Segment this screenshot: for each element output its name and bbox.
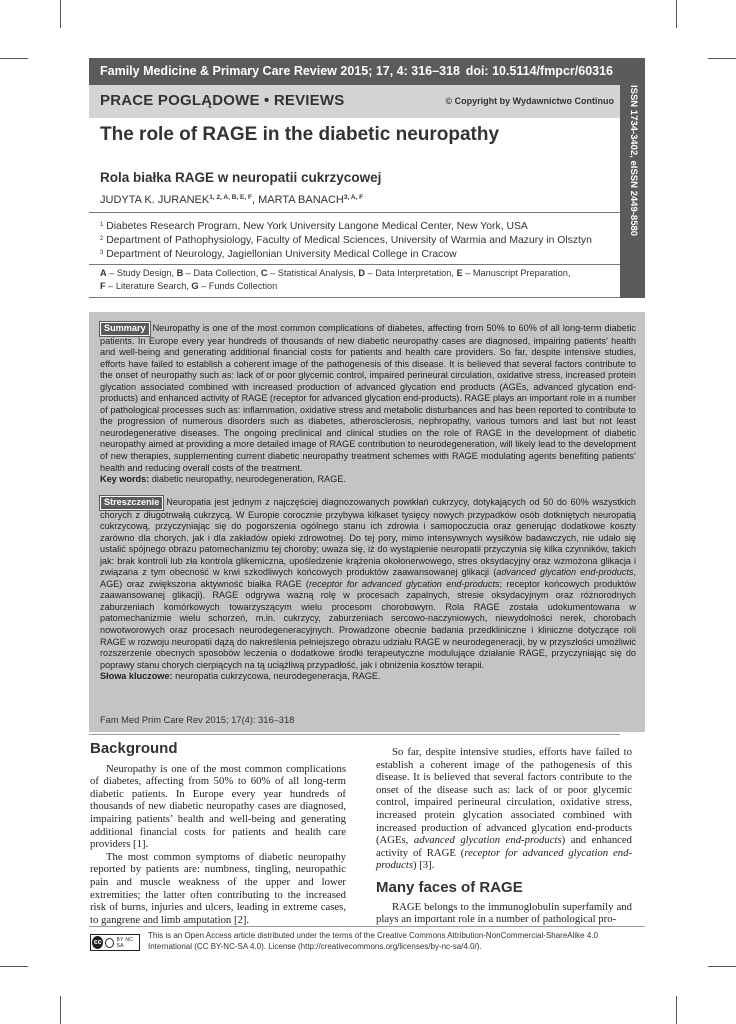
paragraph-text: ) and enhanced activity of RAGE ( — [376, 834, 632, 859]
affiliation-text: Department of Neurology, Jagiellonian University Medical College in Cracow — [106, 249, 457, 260]
crop-mark — [708, 966, 736, 967]
issn-text: ISSN 1734-3402, eISSN 2449-8580 — [627, 85, 639, 237]
author-affiliation-marks: 3, A, F — [343, 194, 364, 201]
cc-icon: cc — [92, 936, 103, 949]
streszczenie-text: , AGE) oraz zwiększona aktywność białka RAGE ( — [100, 567, 636, 589]
crop-mark — [0, 58, 28, 59]
crop-mark — [60, 996, 61, 1024]
contribution-text: – Manuscript Preparation, — [462, 268, 571, 278]
right-column — [376, 746, 632, 926]
author-list: JUDYTA K. $JURANEK^{1, 2, A, B, E, F}$, MARTA $BANACH^{3, A, F}$ — [100, 194, 364, 206]
footer-divider — [89, 926, 645, 927]
affiliation — [100, 221, 528, 232]
keywords-text: diabetic neuropathy, neurodegeneration, RAGE. — [151, 474, 346, 485]
streszczenie-italic: advanced glycation end-products — [496, 567, 634, 578]
contribution-text: – Data Collection, — [183, 268, 261, 278]
doi-link[interactable]: doi: 10.5114/fmpcr/60316 — [465, 64, 613, 78]
journal-header-bar — [89, 58, 645, 85]
affiliation-number: 2 — [100, 236, 104, 242]
contribution-letter: C — [260, 268, 268, 278]
copyright-notice: © Copyright by Wydawnictwo Continuo — [445, 96, 614, 106]
affiliation-number: 1 — [100, 222, 104, 228]
divider — [89, 734, 620, 735]
contribution-letter: D — [358, 268, 366, 278]
contribution-letter: B — [176, 268, 184, 278]
paragraph-text: ) [3]. — [413, 859, 435, 872]
author-affiliation-marks: 1, 2, A, B, E, F — [209, 194, 252, 201]
crop-mark — [60, 0, 61, 28]
article-title: The role of RAGE in the diabetic neuropathy — [100, 124, 500, 145]
attribution-icon — [105, 938, 114, 948]
contribution-text: – Literature Search, — [105, 281, 192, 291]
summary-label: Summary — [100, 322, 150, 336]
paragraph — [376, 746, 632, 872]
citation-line: Fam Med Prim Care Rev 2015; 17(4): 316–318 — [100, 715, 295, 725]
affiliation — [100, 249, 457, 260]
license-text: This is an Open Access article distributed under the terms of the Creative Commons Attribution-NonCommercial-ShareAlike 4.0 International (CC BY-NC-SA 4.0). License (http://creativecommons.org/licenses/by-nc-sa/4.0/). — [148, 931, 598, 951]
streszczenie-italic: receptor for advanced glycation end-products — [308, 578, 500, 589]
streszczenie-text: Neuropatia jest jednym z najczęściej diagnozowanych powikłań cukrzycy, dotykających od 50 do 60% wszystkich chorych z długotrwałą cukrzycą. W Europie corocznie przybywa kilkaset tysięcy nowych przypadków osób dotkniętych neuropatią cukrzycową, przyczyniając się do pogorszenia ogólnego stanu ich zdrowia i samopoczucia oraz generując dodatkowe koszty zarówno dla chorych. jak i dla zakładów opieki zdrowotnej. Do tej pory, mimo intensywnych wysiłków badawczych, nie udało się ustalić spójnego obrazu patomechanizmu tej choroby; uważa się, iż do wystąpienie neuropatii przyczynia się kilka czynników, takich jak: brak kontroli lub zła kontrola glikemiczna, upośledzenie krążenia okołonerwowego, stres oksydacyjny oraz wzmożona glikacja i związana z tym obecność w krwi szkodliwych końcowych produktów zaawansowanej glikacji ( — [100, 497, 636, 578]
paragraph-italic: advanced glycation end-products — [413, 834, 562, 847]
slowa-kluczowe-text: neuropatia cukrzycowa, neurodegeneracja, RAGE. — [175, 671, 381, 682]
affiliation-text: Department of Pathophysiology, Faculty of Medical Sciences, University of Warmia and Mazury in Olsztyn — [106, 235, 592, 246]
paragraph: RAGE belongs to the immunoglobulin superfamily and plays an important role in a number of pathological pro- — [376, 900, 632, 926]
crop-mark — [708, 58, 736, 59]
article-category: PRACE POGLĄDOWE • REVIEWS — [100, 92, 345, 109]
cc-badge-text: BY NC SA — [116, 936, 134, 949]
contribution-text: – Statistical Analysis, — [267, 268, 359, 278]
many-faces-heading: Many faces of RAGE — [376, 878, 523, 896]
contribution-text: – Study Design, — [106, 268, 177, 278]
author-name: MARTA BANACH — [258, 194, 344, 206]
journal-reference: Family Medicine & Primary Care Review 2015; 17, 4: 316–318 — [100, 64, 460, 78]
affiliation-text: Diabetes Research Program, New York University Langone Medical Center, New York, USA — [106, 221, 528, 232]
contribution-text: – Data Interpretation, — [365, 268, 457, 278]
paragraph: Neuropathy is one of the most common complications of diabetes, affecting from 50% to 60% of all long-term diabetic patients. In Europe every year hundreds of thousands of new diabetic neuropathy cases are diagnosed, impairing patients’ health and well-being and generating additional financial costs for patients and health care providers [1]. — [90, 762, 346, 851]
article-subtitle: Rola białka RAGE w neuropatii cukrzycowej — [100, 170, 382, 185]
contribution-letter: G — [191, 281, 199, 291]
streszczenie-label: Streszczenie — [100, 496, 163, 510]
issn-container — [620, 85, 645, 298]
background-heading: Background — [90, 740, 178, 757]
paragraph-italic: receptor for advanced glycation end-products — [376, 846, 633, 872]
divider — [89, 264, 620, 265]
summary-text: Neuropathy is one of the most common complications of diabetes, affecting from 50% to 60% of all long-term diabetic patients. In Europe every year hundreds of thousands of new diabetic neuropathy cases are diagnosed, impairing patients’ health and well-being and generating additional financial costs for patients and health care providers. So far, despite intensive studies, efforts have failed to establish a coherent image of the pathogenesis of this disease. It is believed that several factors contribute to the onset of neuropathy such as: lack of or poor glycemic control, impaired perineural circulation, oxidative stress, increased protein glycation associated combined with increased production of advanced glycation end products (AGEs, advanced glycation end-products) and enhanced activity of RAGE (receptor for advanced glycation end-products). RAGE plays an important role in a number of pathological processes such as: inflammation, oxidative stress and metabolic disturbances and has been reported to contribute to the progression of numerous disorders such as diabetes, atherosclerosis, nephropathy, various tumors and last but not least neurodegenerative diseases. The ongoing preclinical and clinical studies on the role of RAGE in the development of diabetic neuropathy aimed at providing a more detailed image of RAGE contribution to neurodegeneration, will likely lead to the development of new therapies, supplementing current diabetic neuropathy treatment schemes with RAGE modulating agents benefiting patients’ health and reducing overall costs of the treatment. — [100, 323, 636, 473]
cc-license-badge[interactable] — [90, 934, 140, 951]
abstract-english — [100, 322, 636, 486]
affiliation — [100, 235, 592, 246]
affiliation-number: 3 — [100, 250, 104, 256]
keywords-label: Key words: — [100, 474, 150, 485]
streszczenie-text: ; receptor końcowych produktów zaawansowanej glikacji). RAGE odgrywa ważną rolę w procesach zapalnych, stresie oksydacyjnym oraz różnorodnych zaburzeniach komórkowych towarzyszącym wielu procesom chorobowym. Rola RAGE została udokumentowana w patomechanizmie wielu schorzeń, m.in. cukrzycy, zaburzeniach sercowo-naczyniowych, niewydolności nerek, chorobach nowotworowych oraz procesach neurodegeneracyjnych. Prowadzone obecnie badania przedkliniczne i kliniczne dotyczące roli RAGE w rozwoju neuropatii dążą do nakreślenia pełniejszego obrazu udziału RAGE w neurodegeneracji, by w przyszłości umożliwić rozszerzenie obecnych sposobów leczenia o dodatkowe środki terapeutyczne modulujące działanie RAGE, przyczyniając się do poprawy stanu chorych cierpiących na tą uciążliwą przypadłość, jak i obniżenia kosztów terapii. — [100, 578, 636, 670]
left-column — [90, 740, 346, 926]
paragraph: The most common symptoms of diabetic neuropathy reported by patients are: numbness, tingling, neuropathic pain and muscle weakness of the upper and lower extremities; the latter often contributing to the increased risk of burns, injuries and ulcers, leading in extreme cases, to gangrene and limb amputation [2]. — [90, 850, 346, 926]
crop-mark — [0, 966, 28, 967]
contribution-letter: A — [100, 268, 107, 278]
author-contributions — [100, 267, 615, 293]
contribution-letter: E — [456, 268, 463, 278]
slowa-kluczowe-label: Słowa kluczowe: — [100, 671, 173, 682]
paragraph-text: So far, despite intensive studies, efforts have failed to establish a coherent image of the pathogenesis of this disease. It is believed that several factors contribute to the onset of the disease such as: lack of or poor glycemic control, impaired perineural circulation, oxidative stress, increased protein glycation associated combined with increased production of advanced glycation end-products (AGEs, — [376, 746, 632, 847]
divider — [89, 297, 620, 298]
crop-mark — [676, 0, 677, 28]
contribution-text: – Funds Collection — [198, 281, 278, 291]
contribution-letter: F — [100, 281, 106, 291]
crop-mark — [676, 996, 677, 1024]
author-name: JUDYTA K. JURANEK — [100, 194, 210, 206]
abstract-polish — [100, 496, 636, 683]
divider — [89, 212, 620, 213]
